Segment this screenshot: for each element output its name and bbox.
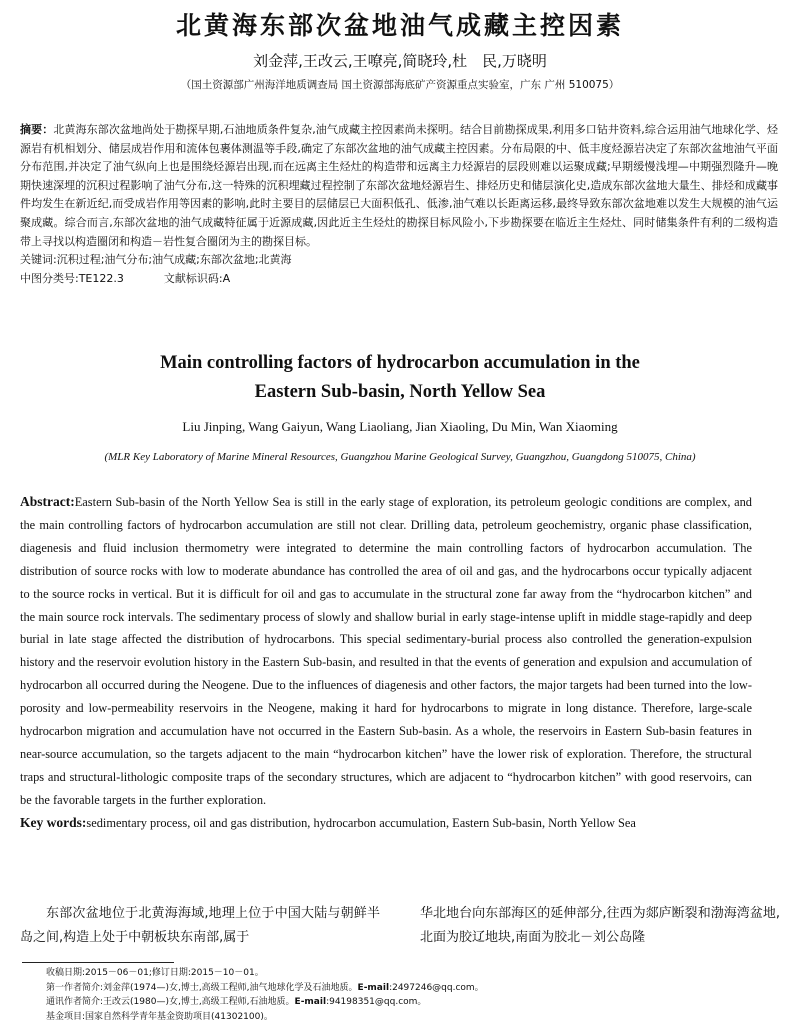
english-abstract-label: Abstract:: [20, 494, 75, 509]
body-text: [20, 902, 780, 950]
first-author-email: :2497246@qq.com。: [389, 982, 484, 993]
chinese-affiliation: （国土资源部广州海洋地质调查局 国土资源部海底矿产资源重点实验室，广东 广州 510075）: [180, 79, 620, 91]
english-title: [0, 349, 800, 407]
english-abstract-text: Eastern Sub-basin of the North Yellow Sea is still in the early stage of exploration, its petroleum geologic conditions are complex, and the main controlling factors of hydrocarbon accumulation are still not clear. Drilling data, petroleum geochemistry, organic phase classification, diagenesis and fluid inclusion thermometry were integrated to determine the main controlling factors of hydrocarbon accumulation. The distribution of source rocks with low to moderate abundance has controlled the area of oil and gas, and the hydrocarbons occur typically adjacent to the source rocks in vertical. But it is difficult for oil and gas to accumulate in the structural zone far away from the “hydrocarbon kitchen” and the main source rock intervals. The sedimentary process of slowly and shallow burial in early stage-intense uplift in middle stage-rapidly and deep burial in late stage affected the distribution of hydrocarbons. This special sedimentary-burial process also controlled the generation-expulsion history and the reservoir evolution history in the Eastern Sub-basin, and resulted in that the events of generation and expulsion and accumulation of hydrocarbon all occurred during the Neogene. Due to the influences of diagenesis and other factors, the major targets had been turned into the low-porosity and low-permeability reservoirs in the Neogene, making it hard for hydrocarbons to migrate in long distance. Therefore, large-scale hydrocarbon migration and accumulation have not occurred in the Eastern Sub-basin. As a whole, the reservoirs in Eastern Sub-basin features in near-source accumulation, so the targets adjacent to the main “hydrocarbon kitchen” have the lower risk of exploration. Therefore, the structural traps and structural-lithologic composite traps of the secondary structures, which are adjacent to “hydrocarbon kitchen” with good reservoirs, can be the favorable targets in the further exploration.: [20, 495, 752, 807]
english-authors: Liu Jinping, Wang Gaiyun, Wang Liaoliang, Jian Xiaoling, Du Min, Wan Xiaoming: [182, 419, 618, 434]
english-title-line2: Eastern Sub-basin, North Yellow Sea: [254, 382, 546, 402]
body-paragraph: 东部次盆地位于北黄海海域,地理上位于中国大陆与朝鲜半岛之间,构造上处于中朝板块东南部,属于: [20, 906, 380, 945]
footnote-fund: 基金项目:国家自然科学青年基金资助项目(41302100)。: [46, 1011, 273, 1022]
footnotes: [46, 966, 776, 1024]
email-label: E-mail: [357, 982, 390, 993]
english-title-line1: Main controlling factors of hydrocarbon accumulation in the: [160, 353, 640, 373]
english-abstract: [20, 491, 752, 835]
first-author-info: 第一作者简介:刘金萍(1974—)女,博士,高级工程师,油气地球化学及石油地质。: [46, 982, 358, 993]
chinese-authors: 刘金萍,王改云,王嘹亮,简晓玲,杜 民,万晓明: [253, 52, 547, 70]
footnote-divider: [22, 962, 174, 963]
chinese-abstract: [20, 121, 778, 288]
body-column-left: [20, 902, 380, 950]
english-keywords-text: sedimentary process, oil and gas distribution, hydrocarbon accumulation, Eastern Sub-basin, North Yellow Sea: [86, 815, 636, 830]
chinese-abstract-text: 北黄海东部次盆地尚处于勘探早期,石油地质条件复杂,油气成藏主控因素尚未探明。结合目前勘探成果,利用多口钻井资料,综合运用油气地球化学、烃源岩有机相划分、储层成岩作用和流体包裹体测温等手段,确定了东部次盆地的油气成藏主控因素。分布局限的中、低丰度烃源岩决定了东部次盆地油气平面分布范围,并决定了油气纵向上也是围绕烃源岩出现,而在远离主生烃灶的构造带和远离主力烃源岩的层段则难以运聚成藏;早期缓慢浅埋—中期强烈隆升—晚期快速深埋的沉积过程影响了油气分布,这一特殊的沉积埋藏过程控制了东部次盆地烃源岩生、排烃历史和储层演化史,造成东部次盆地大量生、排烃和成藏事件均发生在新近纪,而受成岩作用等因素的影响,此时主要目的层储层已大面积低孔、低渗,油气难以长距离运移,最终导致东部次盆地难以发生大规模的油气运聚成藏。综合而言,东部次盆地的油气成藏特征属于近源成藏,因此近主生烃灶的勘探目标风险小,下步勘探要在临近主生烃灶、同时储集条件有利的二级构造带上寻找以构造圈闭和构造－岩性复合圈闭为主的勘探目标。: [20, 123, 779, 248]
corresponding-author-info: 通讯作者简介:王改云(1980—)女,博士,高级工程师,石油地质。: [46, 997, 295, 1008]
clc-number: 中图分类号:TE122.3: [20, 271, 124, 285]
corresponding-author-email: :94198351@qq.com。: [326, 997, 427, 1008]
chinese-keywords: 关键词:沉积过程;油气分布;油气成藏;东部次盆地;北黄海: [20, 253, 292, 267]
chinese-title: 北黄海东部次盆地油气成藏主控因素: [175, 11, 624, 40]
english-affiliation: (MLR Key Laboratory of Marine Mineral Resources, Guangzhou Marine Geological Survey, Guangzhou, Guangdong 510075, China): [104, 451, 696, 463]
document-code: 文献标识码:A: [163, 271, 231, 285]
email-label: E-mail: [294, 997, 327, 1008]
footnote-corresponding-author: [46, 995, 776, 1010]
english-keywords: [20, 812, 752, 835]
chinese-abstract-label: 摘要：: [20, 123, 54, 136]
classification-line: [20, 270, 778, 289]
footnote-received: 收稿日期:2015－06－01;修订日期:2015－10－01。: [46, 968, 264, 978]
body-paragraph: 华北地台向东部海区的延伸部分,往西为郯庐断裂和渤海湾盆地,北面为胶辽地块,南面为胶北－刘公岛隆: [420, 906, 780, 945]
body-column-right: [420, 902, 780, 950]
footnote-first-author: [46, 981, 776, 996]
english-keywords-label: Key words:: [20, 814, 87, 830]
